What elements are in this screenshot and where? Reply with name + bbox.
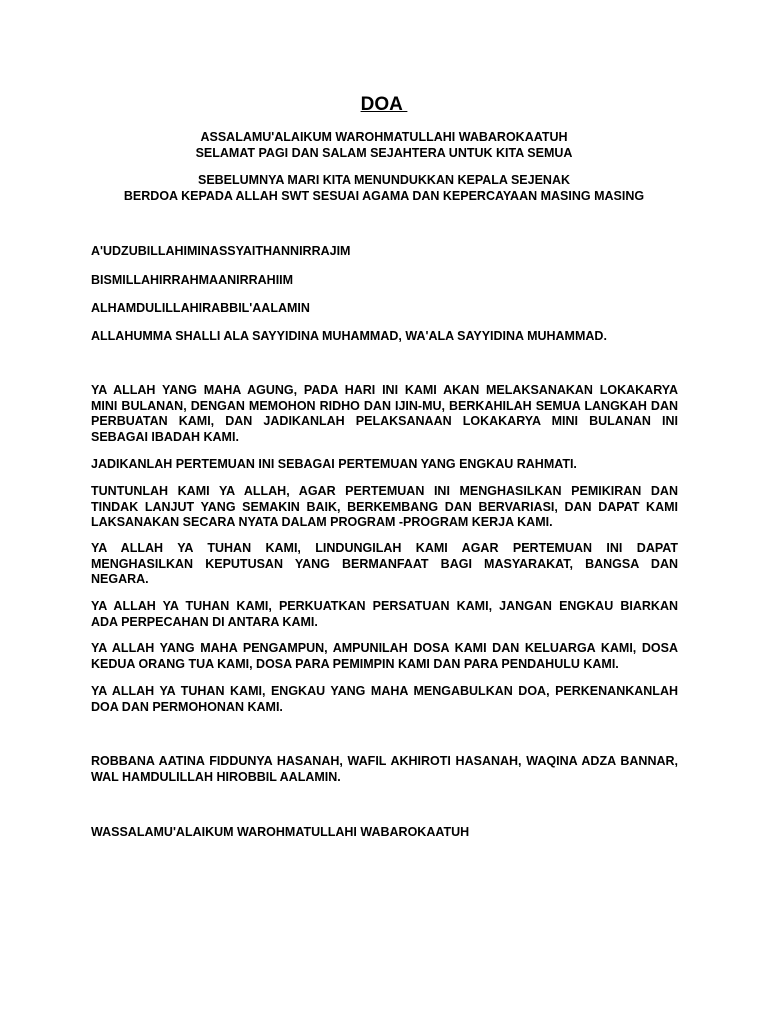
opening-line: ALHAMDULILLAHIRABBIL'AALAMIN	[91, 301, 310, 315]
prayer-paragraph-2	[91, 457, 678, 473]
invitation-block	[0, 172, 768, 204]
greeting-line: SELAMAT PAGI DAN SALAM SEJAHTERA UNTUK KITA SEMUA	[195, 146, 573, 160]
paragraph-line: ADA PERPECAHAN DI ANTARA KAMI.	[91, 614, 318, 629]
paragraph-line: YA ALLAH YA TUHAN KAMI, PERKUATKAN PERSATUAN KAMI, JANGAN ENGKAU BIARKAN	[91, 599, 678, 613]
prayer-paragraph-6	[91, 641, 678, 672]
invitation-line: SEBELUMNYA MARI KITA MENUNDUKKAN KEPALA SEJENAK	[197, 173, 570, 187]
paragraph-line: YA ALLAH YA TUHAN KAMI, ENGKAU YANG MAHA MENGABULKAN DOA, PERKENANKANLAH	[91, 684, 678, 698]
invitation-line: BERDOA KEPADA ALLAH SWT SESUAI AGAMA DAN KEPERCAYAAN MASING MASING	[123, 189, 645, 203]
paragraph-line: KEDUA ORANG TUA KAMI, DOSA PARA PEMIMPIN KAMI DAN PARA PENDAHULU KAMI.	[91, 656, 619, 671]
paragraph-line: TINDAK LANJUT YANG SEMAKIN BAIK, BERKEMBANG DAN BERVARIASI, DAN DAPAT KAMI	[91, 499, 678, 514]
prayer-paragraph-7	[91, 684, 678, 715]
paragraph-line: LAKSANAKAN SECARA NYATA DALAM PROGRAM -PROGRAM KERJA KAMI.	[91, 515, 553, 529]
paragraph-line: MINI BULANAN, DENGAN MEMOHON RIDHO DAN IJIN-MU, BERKAHILAH SEMUA LANGKAH DAN	[91, 398, 678, 413]
opening-line: BISMILLAHIRRAHMAANIRRAHIIM	[91, 273, 294, 287]
paragraph-line: SEBAGAI IBADAH KAMI.	[91, 429, 239, 444]
paragraph-line: PERBUATAN KAMI, DAN JADIKANLAH PELAKSANAAN LOKAKARYA MINI BULANAN INI	[91, 414, 678, 428]
opening-line: ALLAHUMMA SHALLI ALA SAYYIDINA MUHAMMAD, WA'ALA SAYYIDINA MUHAMMAD.	[91, 329, 607, 343]
paragraph-line: YA ALLAH YA TUHAN KAMI, LINDUNGILAH KAMI AGAR PERTEMUAN INI DAPAT	[91, 541, 678, 555]
prayer-paragraph-5	[91, 599, 678, 630]
paragraph-line: YA ALLAH YANG MAHA AGUNG, PADA HARI INI KAMI AKAN MELAKSANAKAN LOKAKARYA	[91, 383, 678, 397]
paragraph-line: TUNTUNLAH KAMI YA ALLAH, AGAR PERTEMUAN INI MENGHASILKAN PEMIKIRAN DAN	[91, 484, 678, 498]
prayer-paragraph-4	[91, 541, 678, 588]
closing-prayer	[91, 754, 678, 785]
paragraph-line: YA ALLAH YANG MAHA PENGAMPUN, AMPUNILAH DOSA KAMI DAN KELUARGA KAMI, DOSA	[91, 641, 678, 655]
paragraph-line: MENGHASILKAN KEPUTUSAN YANG BERMANFAAT BAGI MASYARAKAT, BANGSA DAN	[91, 556, 678, 571]
paragraph-line: NEGARA.	[91, 572, 149, 586]
greeting-line: ASSALAMU'ALAIKUM WAROHMATULLAHI WABAROKAATUH	[200, 130, 568, 144]
paragraph-line: ROBBANA AATINA FIDDUNYA HASANAH, WAFIL AKHIROTI HASANAH, WAQINA ADZA BANNAR,	[91, 754, 678, 768]
prayer-paragraph-1	[91, 383, 678, 445]
opening-line: A'UDZUBILLAHIMINASSYAITHANNIRRAJIM	[91, 244, 351, 258]
prayer-paragraph-3	[91, 484, 678, 531]
greeting-block	[0, 129, 768, 161]
paragraph-line: WAL HAMDULILLAH HIROBBIL AALAMIN.	[91, 769, 341, 784]
paragraph-line: DOA DAN PERMOHONAN KAMI.	[91, 699, 283, 714]
paragraph-line: JADIKANLAH PERTEMUAN INI SEBAGAI PERTEMUAN YANG ENGKAU RAHMATI.	[91, 457, 577, 471]
farewell-line: WASSALAMU'ALAIKUM WAROHMATULLAHI WABAROKAATUH	[91, 825, 470, 839]
document-title: DOA	[360, 94, 408, 115]
